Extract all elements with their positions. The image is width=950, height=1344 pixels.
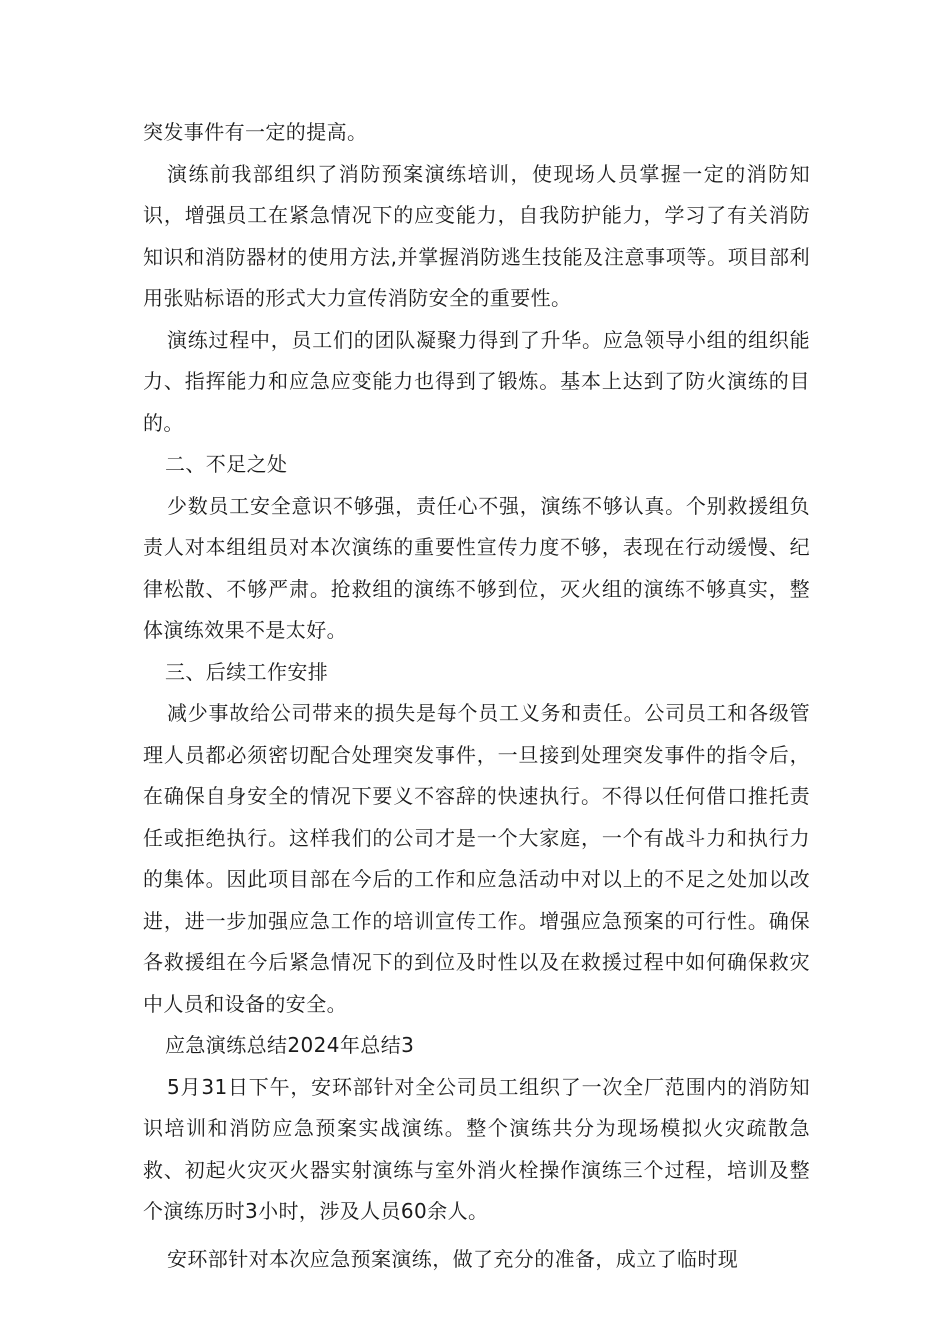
paragraph-shortcomings: 少数员工安全意识不够强，责任心不强，演练不够认真。个别救援组负责人对本组组员对本次演练的重要性宣传力度不够，表现在行动缓慢、纪律松散、不够严肃。抢救组的演练不够到位，灭火组的演练不够真实，整体演练效果不是太好。 [143,493,810,642]
paragraph-followup: 减少事故给公司带来的损失是每个员工义务和责任。公司员工和各级管理人员都必须密切配合处理突发事件，一旦接到处理突发事件的指令后，在确保自身安全的情况下要义不容辞的快速执行。不得以任何借口推托责任或拒绝执行。这样我们的公司才是一个大家庭，一个有战斗力和执行力的集体。因此项目部在今后的工作和应急活动中对以上的不足之处加以改进，进一步加强应急工作的培训宣传工作。增强应急预案的可行性。确保各救援组在今后紧急情况下的到位及时性以及在救援过程中如何确保救灾中人员和设备的安全。 [143,701,810,1016]
section-heading-followup: 三、后续工作安排 [165,659,329,684]
section-heading-summary-3: 应急演练总结2024年总结3 [165,1033,415,1057]
section-heading-shortcomings: 二、不足之处 [165,452,288,476]
paragraph-preparation: 安环部针对本次应急预案演练，做了充分的准备，成立了临时现 [167,1246,739,1271]
paragraph-continuation: 突发事件有一定的提高。 [143,120,368,144]
document-body [143,112,810,1280]
paragraph-training: 演练前我部组织了消防预案演练培训，使现场人员掌握一定的消防知识，增强员工在紧急情况下的应变能力，自我防护能力，学习了有关消防知识和消防器材的使用方法,并掌握消防逃生技能及注意事项等。项目部利用张贴标语的形式大力宣传消防安全的重要性。 [143,161,810,310]
paragraph-may31-drill: 5月31日下午，安环部针对全公司员工组织了一次全厂范围内的消防知识培训和消防应急预案实战演练。整个演练共分为现场模拟火灾疏散急救、初起火灾灭火器实射演练与室外消火栓操作演练三个过程，培训及整个演练历时3小时，涉及人员60余人。 [143,1074,810,1223]
paragraph-drill-process: 演练过程中，员工们的团队凝聚力得到了升华。应急领导小组的组织能力、指挥能力和应急应变能力也得到了锻炼。基本上达到了防火演练的目的。 [143,327,810,435]
